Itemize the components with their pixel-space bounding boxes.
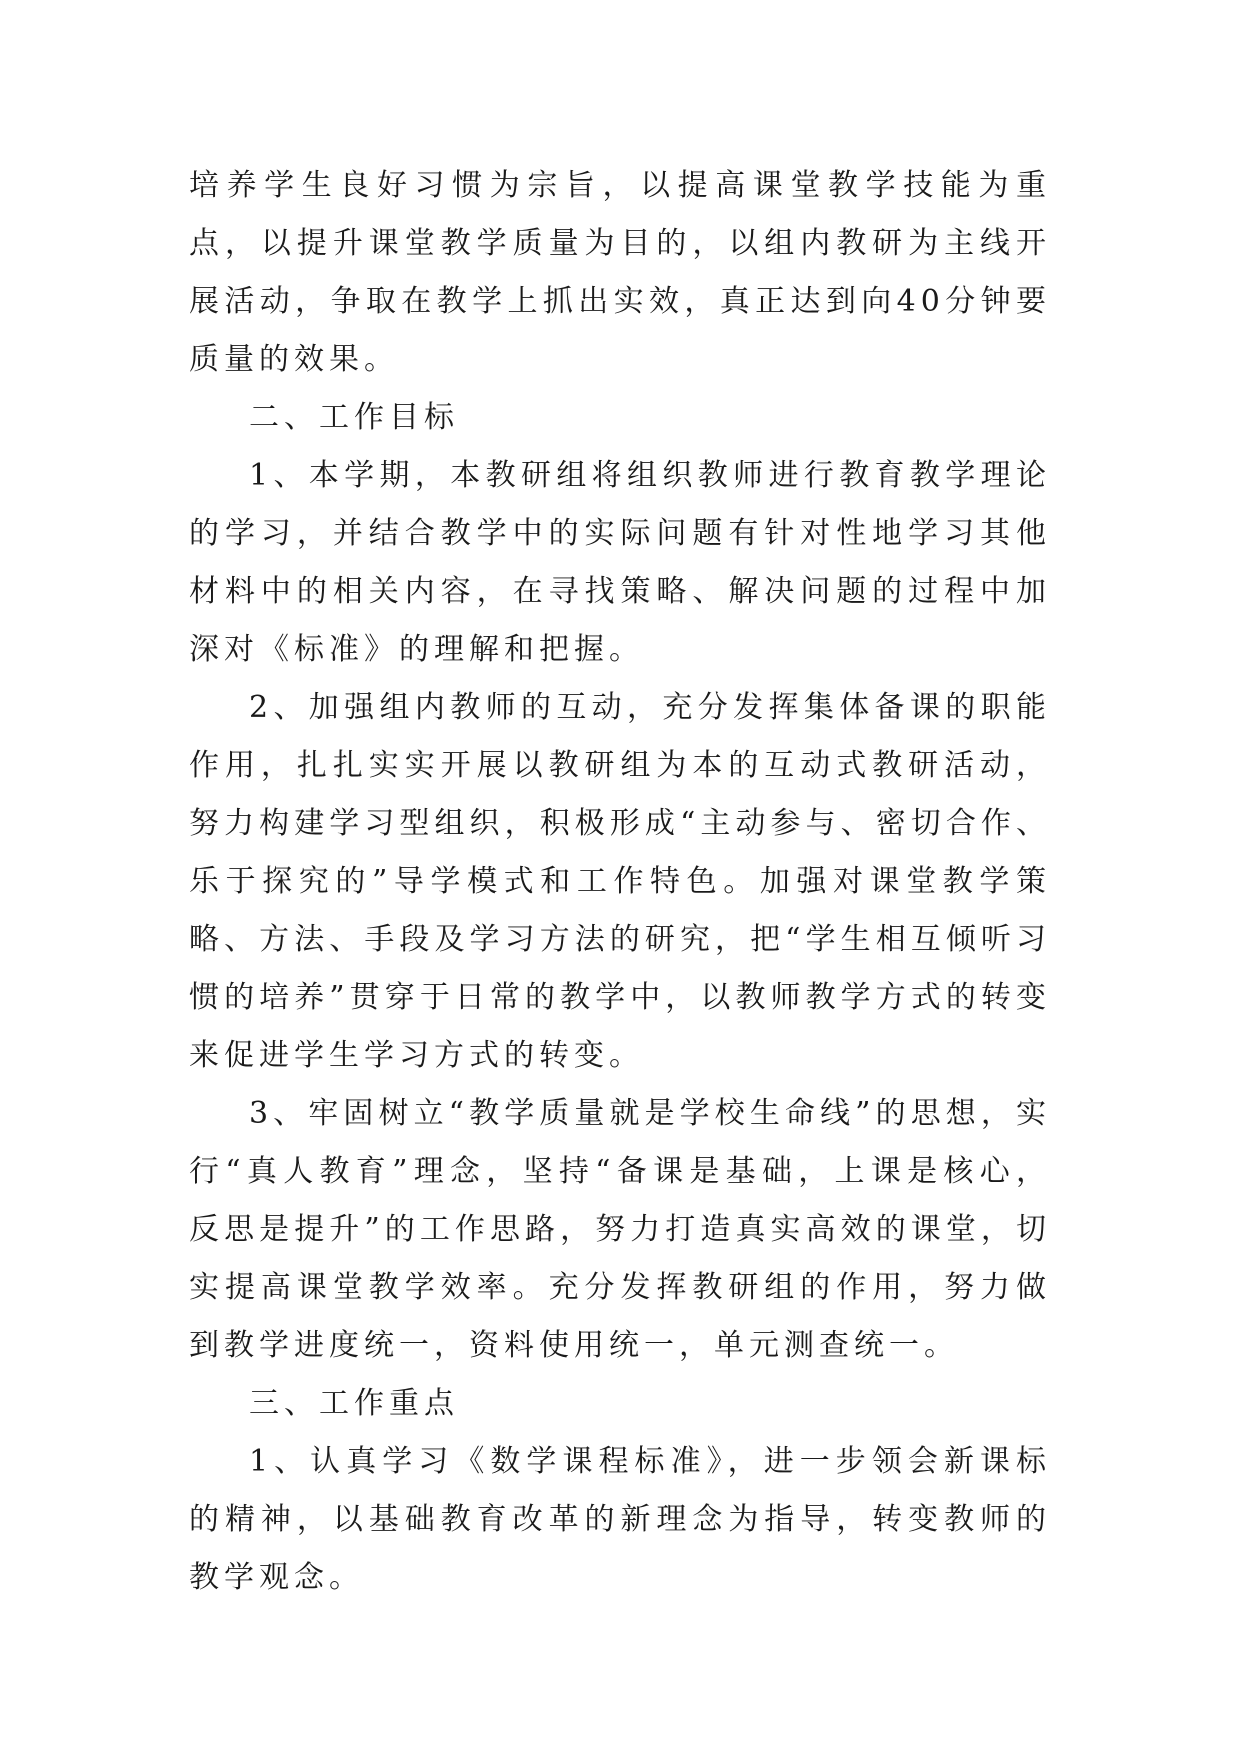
paragraph-focus-1: 1、认真学习《数学课程标准》，进一步领会新课标的精神，以基础教育改革的新理念为指导，转变教师的教学观念。 — [189, 1444, 1051, 1595]
document-body — [189, 157, 1051, 1607]
paragraph-goal-1: 1、本学期，本教研组将组织教师进行教育教学理论的学习，并结合教学中的实际问题有针对性地学习其他材料中的相关内容，在寻找策略、解决问题的过程中加深对《标准》的理解和把握。 — [189, 458, 1051, 667]
paragraph-intro-continuation: 培养学生良好习惯为宗旨，以提高课堂教学技能为重点，以提升课堂教学质量为目的，以组内教研为主线开展活动，争取在教学上抓出实效，真正达到向40分钟要质量的效果。 — [189, 168, 1051, 377]
section-heading-goals: 二、工作目标 — [249, 400, 459, 435]
paragraph-goal-3: 3、牢固树立“教学质量就是学校生命线”的思想，实行“真人教育”理念，坚持“备课是基础，上课是核心，反思是提升”的工作思路，努力打造真实高效的课堂，切实提高课堂教学效率。充分发挥教研组的作用，努力做到教学进度统一，资料使用统一，单元测查统一。 — [189, 1096, 1051, 1363]
section-heading-focus: 三、工作重点 — [249, 1386, 459, 1421]
paragraph-goal-2: 2、加强组内教师的互动，充分发挥集体备课的职能作用，扎扎实实开展以教研组为本的互动式教研活动，努力构建学习型组织，积极形成“主动参与、密切合作、乐于探究的”导学模式和工作特色。加强对课堂教学策略、方法、手段及学习方法的研究，把“学生相互倾听习惯的培养”贯穿于日常的教学中，以教师教学方式的转变来促进学生学习方式的转变。 — [189, 690, 1051, 1073]
